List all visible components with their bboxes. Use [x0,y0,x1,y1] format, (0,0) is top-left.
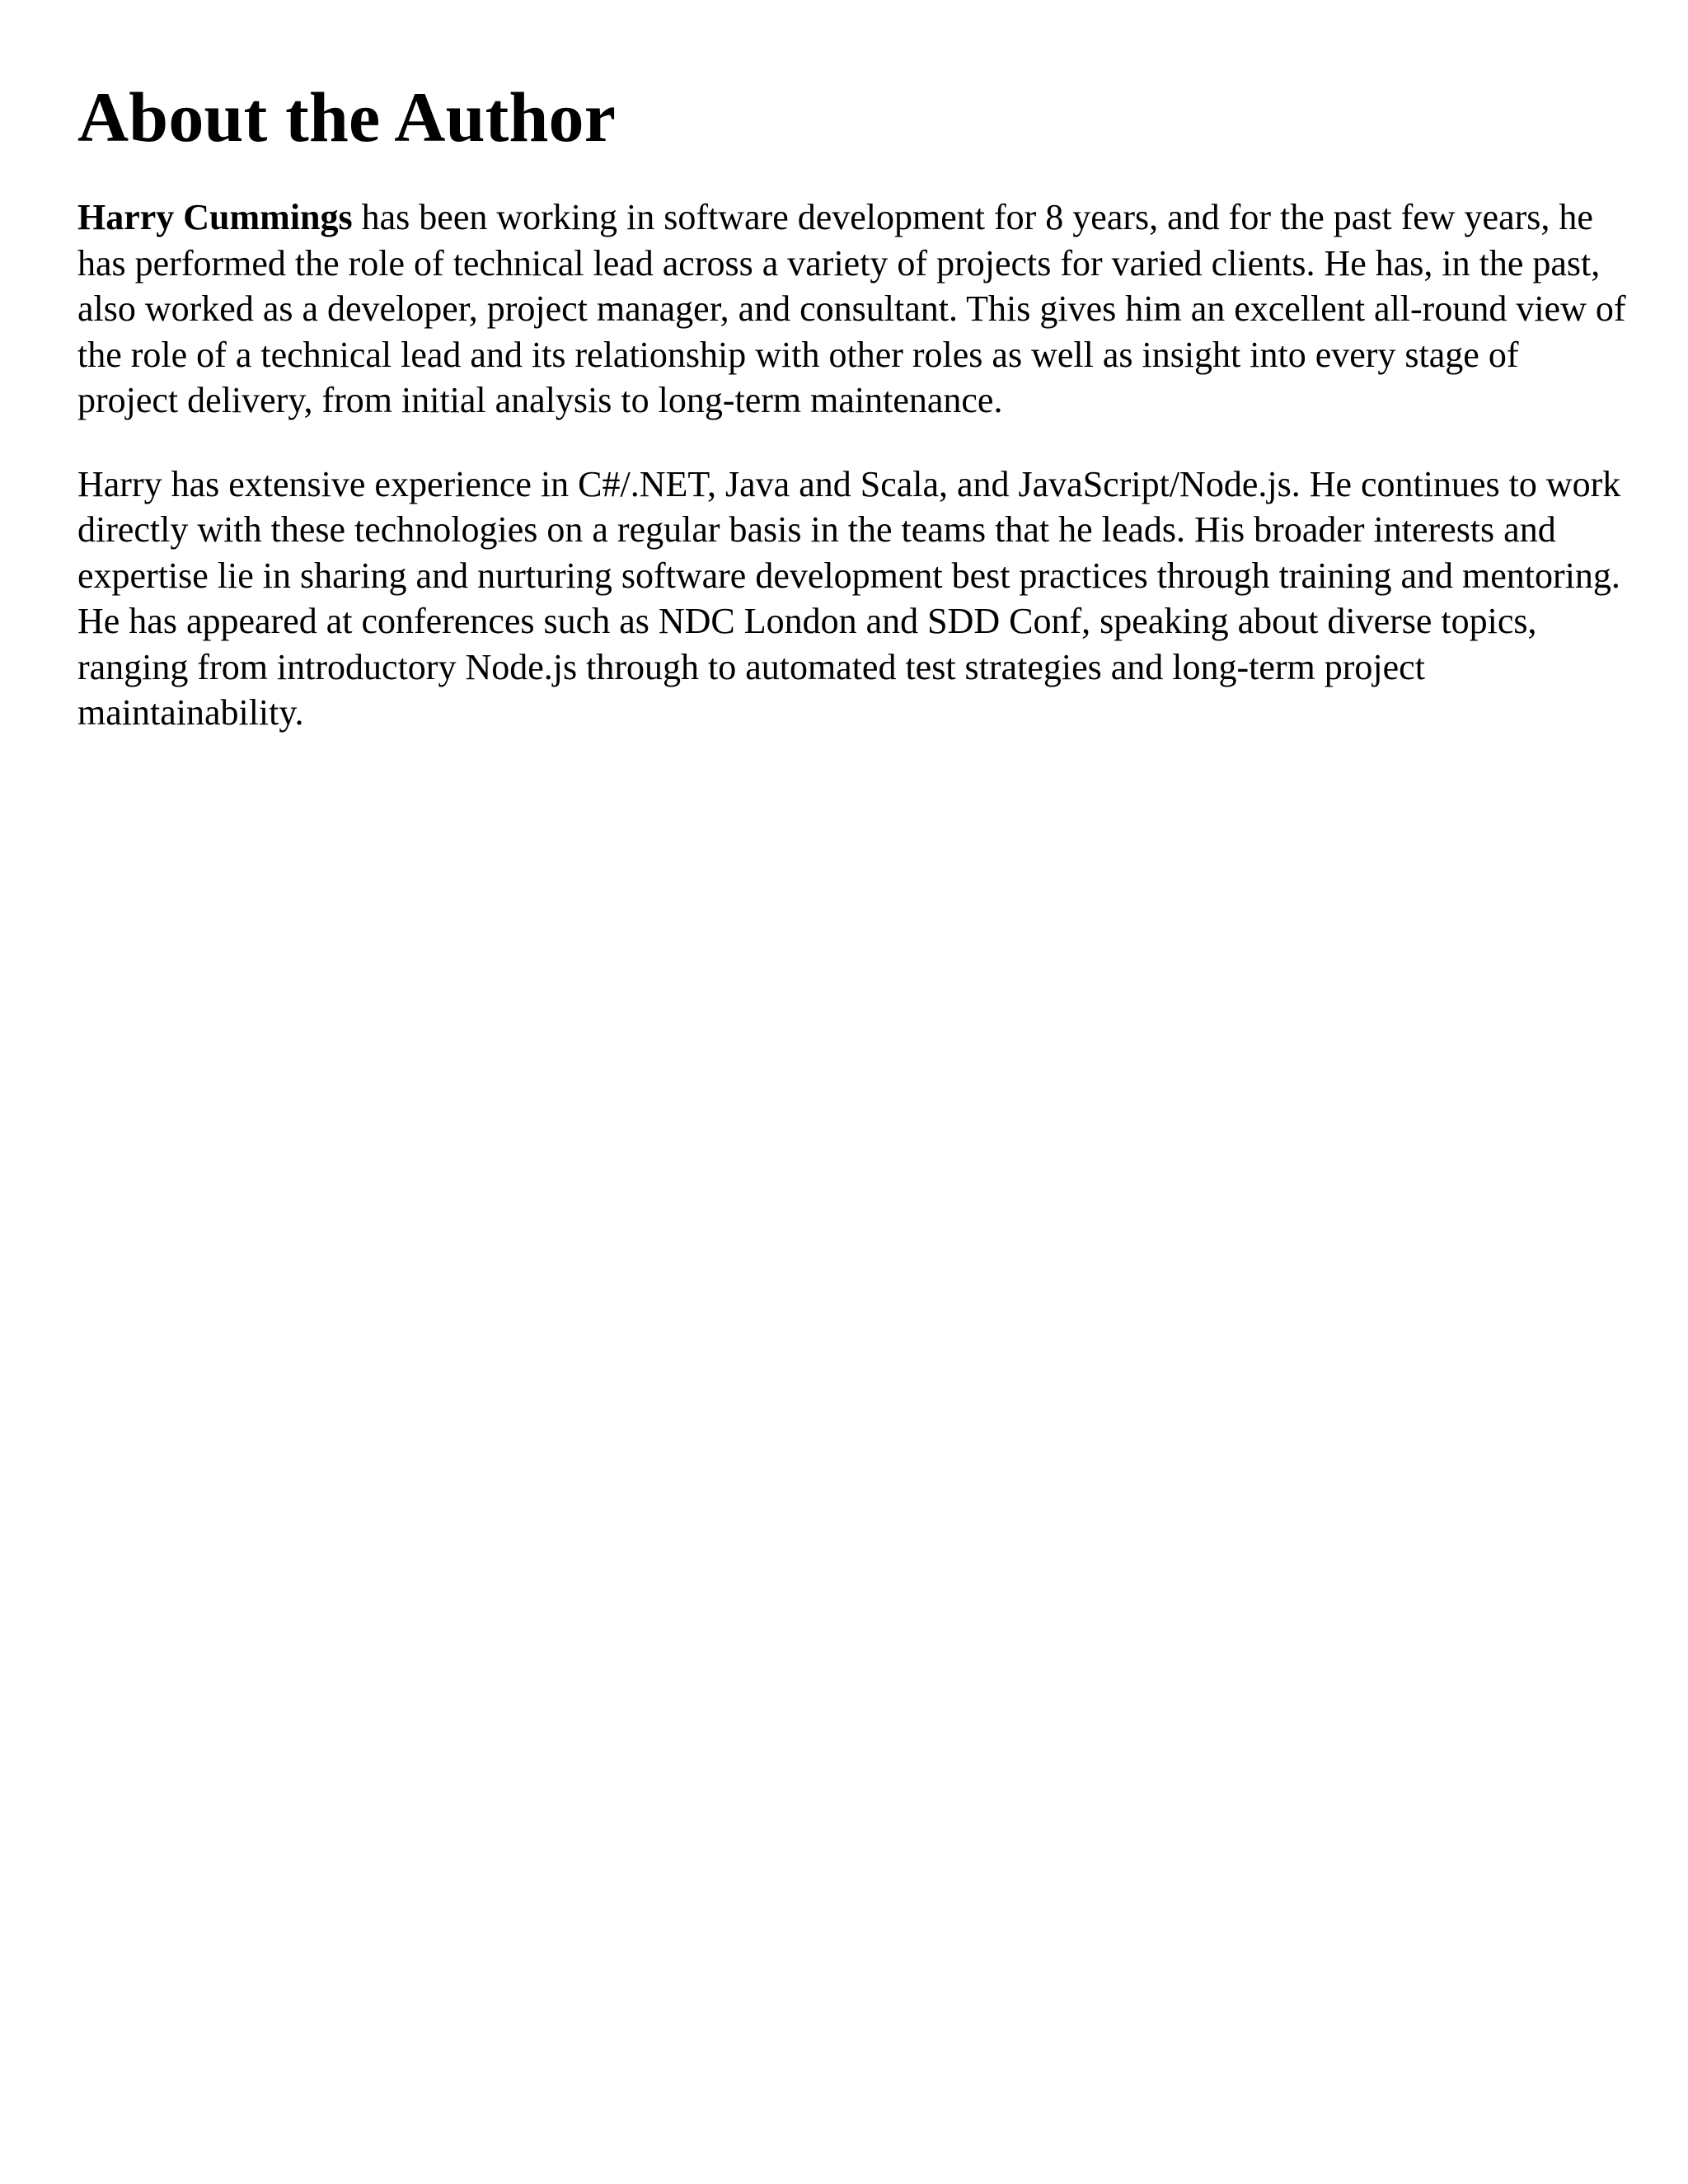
bio-paragraph-1 [77,194,1627,424]
bio-paragraph-1-text: has been working in software development for 8 years, and for the past few years, he has performed the role of technical lead across a variety of projects for varied clients. He has, in the past, also worked as a developer, project manager, and consultant. This gives him an excellent all-round view of the role of a technical lead and its relationship with other roles as well as insight into every stage of project delivery, from initial analysis to long-term maintenance. [77,197,1626,420]
page-content [77,73,1627,736]
page-title: About the Author [77,77,617,157]
bio-paragraph-2: Harry has extensive experience in C#/.NET, Java and Scala, and JavaScript/Node.js. He continues to work directly with these technologies on a regular basis in the teams that he leads. His broader interests and expertise lie in sharing and nurturing software development best practices through training and mentoring. He has appeared at conferences such as NDC London and SDD Conf, speaking about diverse topics, ranging from introductory Node.js through to automated test strategies and long-term project maintainability. [77,463,1621,733]
author-name: Harry Cummings [77,197,353,237]
